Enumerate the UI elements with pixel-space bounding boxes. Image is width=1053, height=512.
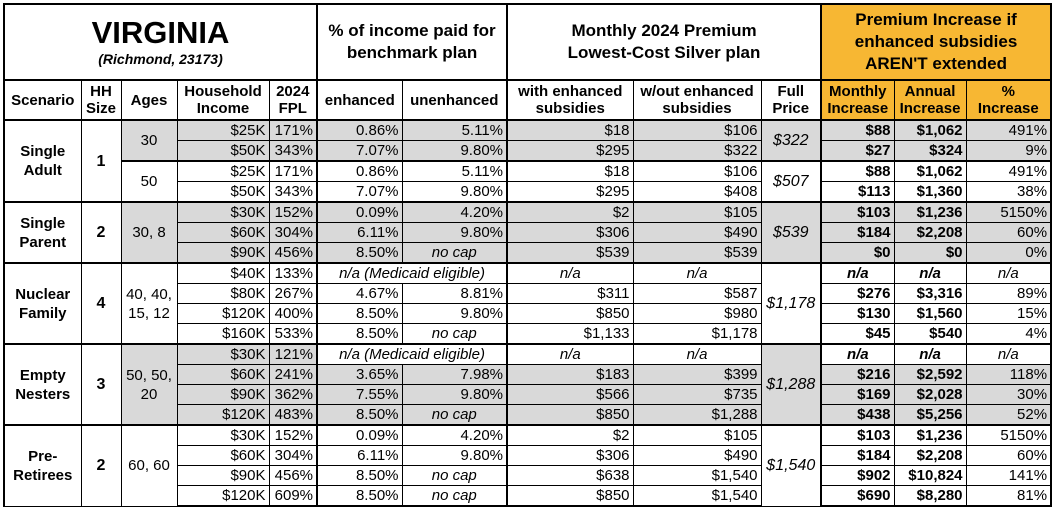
full-price-cell: $1,288 bbox=[761, 344, 821, 425]
hh-size-cell: 3 bbox=[81, 344, 121, 425]
annual-increase-cell: n/a bbox=[894, 263, 966, 284]
table-row bbox=[4, 120, 1051, 141]
fpl-cell: 304% bbox=[269, 223, 317, 243]
subsidy-table bbox=[3, 3, 1052, 507]
column-header-unenhanced: unenhanced bbox=[402, 80, 507, 120]
without-subsidies-cell: $490 bbox=[633, 446, 761, 466]
income-cell: $50K bbox=[177, 182, 269, 203]
pct-increase-cell: 38% bbox=[966, 182, 1051, 203]
full-price-cell: $1,178 bbox=[761, 263, 821, 344]
pct-increase-cell: 30% bbox=[966, 385, 1051, 405]
without-subsidies-cell: $408 bbox=[633, 182, 761, 203]
with-subsidies-cell: $539 bbox=[507, 243, 633, 264]
monthly-increase-cell: $276 bbox=[821, 284, 894, 304]
column-header-scenario: Scenario bbox=[4, 80, 81, 120]
without-subsidies-cell: $399 bbox=[633, 365, 761, 385]
income-cell: $80K bbox=[177, 284, 269, 304]
ages-cell: 50 bbox=[121, 161, 177, 202]
with-subsidies-cell: $850 bbox=[507, 405, 633, 426]
income-cell: $30K bbox=[177, 202, 269, 223]
column-header-annual-increase: Annual Increase bbox=[894, 80, 966, 120]
unenhanced-pct-cell: 4.20% bbox=[402, 425, 507, 446]
ages-cell: 30 bbox=[121, 120, 177, 161]
scenario-cell: Single Parent bbox=[4, 202, 81, 263]
annual-increase-cell: $2,028 bbox=[894, 385, 966, 405]
full-price-cell: $1,540 bbox=[761, 425, 821, 506]
monthly-increase-cell: $27 bbox=[821, 141, 894, 162]
ages-cell: 50, 50, 20 bbox=[121, 344, 177, 425]
enhanced-pct-cell: 7.07% bbox=[317, 182, 402, 203]
with-subsidies-cell: $1,133 bbox=[507, 324, 633, 345]
with-subsidies-cell: $183 bbox=[507, 365, 633, 385]
annual-increase-cell: $1,236 bbox=[894, 202, 966, 223]
column-header--increase: % Increase bbox=[966, 80, 1051, 120]
monthly-increase-cell: $88 bbox=[821, 161, 894, 182]
income-cell: $90K bbox=[177, 385, 269, 405]
fpl-cell: 609% bbox=[269, 486, 317, 507]
enhanced-pct-cell: 8.50% bbox=[317, 304, 402, 324]
table-row bbox=[4, 161, 1051, 182]
fpl-cell: 456% bbox=[269, 466, 317, 486]
income-cell: $30K bbox=[177, 425, 269, 446]
with-subsidies-cell: $306 bbox=[507, 446, 633, 466]
without-subsidies-cell: $490 bbox=[633, 223, 761, 243]
enhanced-pct-cell: 8.50% bbox=[317, 466, 402, 486]
with-subsidies-cell: $306 bbox=[507, 223, 633, 243]
monthly-increase-cell: $184 bbox=[821, 223, 894, 243]
enhanced-pct-cell: 4.67% bbox=[317, 284, 402, 304]
enhanced-pct-cell: 0.86% bbox=[317, 120, 402, 141]
unenhanced-pct-cell: no cap bbox=[402, 486, 507, 507]
enhanced-pct-cell: 8.50% bbox=[317, 486, 402, 507]
monthly-increase-cell: n/a bbox=[821, 344, 894, 365]
with-subsidies-cell: $566 bbox=[507, 385, 633, 405]
full-price-cell: $507 bbox=[761, 161, 821, 202]
hh-size-cell: 1 bbox=[81, 120, 121, 202]
enhanced-pct-cell: 3.65% bbox=[317, 365, 402, 385]
with-subsidies-cell: $295 bbox=[507, 182, 633, 203]
pct-increase-cell: 0% bbox=[966, 243, 1051, 264]
annual-increase-cell: $2,208 bbox=[894, 223, 966, 243]
with-subsidies-cell: $850 bbox=[507, 304, 633, 324]
pct-increase-cell: 81% bbox=[966, 486, 1051, 507]
annual-increase-cell: $540 bbox=[894, 324, 966, 345]
monthly-increase-cell: $184 bbox=[821, 446, 894, 466]
monthly-increase-cell: $45 bbox=[821, 324, 894, 345]
column-header-monthly-increase: Monthly Increase bbox=[821, 80, 894, 120]
column-header-hh-size: HH Size bbox=[81, 80, 121, 120]
income-cell: $60K bbox=[177, 446, 269, 466]
fpl-cell: 133% bbox=[269, 263, 317, 284]
enhanced-pct-cell: 8.50% bbox=[317, 405, 402, 426]
pct-increase-cell: 89% bbox=[966, 284, 1051, 304]
annual-increase-cell: $1,062 bbox=[894, 120, 966, 141]
unenhanced-pct-cell: 9.80% bbox=[402, 385, 507, 405]
ages-cell: 60, 60 bbox=[121, 425, 177, 506]
fpl-cell: 152% bbox=[269, 202, 317, 223]
fpl-cell: 343% bbox=[269, 141, 317, 162]
pct-increase-cell: 5150% bbox=[966, 425, 1051, 446]
with-subsidies-cell: $2 bbox=[507, 202, 633, 223]
income-cell: $120K bbox=[177, 405, 269, 426]
fpl-cell: 267% bbox=[269, 284, 317, 304]
hh-size-cell: 2 bbox=[81, 425, 121, 506]
column-header-with-enhanced-subsidies: with enhanced subsidies bbox=[507, 80, 633, 120]
monthly-increase-cell: $169 bbox=[821, 385, 894, 405]
unenhanced-pct-cell: no cap bbox=[402, 405, 507, 426]
with-subsidies-cell: $2 bbox=[507, 425, 633, 446]
income-cell: $120K bbox=[177, 486, 269, 507]
without-subsidies-cell: $587 bbox=[633, 284, 761, 304]
without-subsidies-cell: $106 bbox=[633, 161, 761, 182]
hh-size-cell: 2 bbox=[81, 202, 121, 263]
full-price-cell: $322 bbox=[761, 120, 821, 161]
column-header-full-price: Full Price bbox=[761, 80, 821, 120]
section-premium-increase: Premium Increase if enhanced subsidies AREN'T extended bbox=[821, 4, 1051, 80]
without-subsidies-cell: $1,288 bbox=[633, 405, 761, 426]
column-header-ages: Ages bbox=[121, 80, 177, 120]
without-subsidies-cell: $106 bbox=[633, 120, 761, 141]
monthly-increase-cell: $103 bbox=[821, 202, 894, 223]
annual-increase-cell: $1,560 bbox=[894, 304, 966, 324]
unenhanced-pct-cell: 4.20% bbox=[402, 202, 507, 223]
enhanced-pct-cell: 6.11% bbox=[317, 446, 402, 466]
income-cell: $25K bbox=[177, 120, 269, 141]
scenario-cell: Empty Nesters bbox=[4, 344, 81, 425]
pct-increase-cell: 52% bbox=[966, 405, 1051, 426]
income-cell: $40K bbox=[177, 263, 269, 284]
with-subsidies-cell: $18 bbox=[507, 161, 633, 182]
column-header-enhanced: enhanced bbox=[317, 80, 402, 120]
enhanced-pct-cell: 8.50% bbox=[317, 243, 402, 264]
fpl-cell: 171% bbox=[269, 120, 317, 141]
monthly-increase-cell: $690 bbox=[821, 486, 894, 507]
hh-size-cell: 4 bbox=[81, 263, 121, 344]
ages-cell: 40, 40, 15, 12 bbox=[121, 263, 177, 344]
pct-increase-cell: 491% bbox=[966, 120, 1051, 141]
unenhanced-pct-cell: 5.11% bbox=[402, 161, 507, 182]
scenario-cell: Pre-Retirees bbox=[4, 425, 81, 506]
pct-increase-cell: 491% bbox=[966, 161, 1051, 182]
ages-cell: 30, 8 bbox=[121, 202, 177, 263]
pct-increase-cell: 15% bbox=[966, 304, 1051, 324]
unenhanced-pct-cell: 9.80% bbox=[402, 223, 507, 243]
fpl-cell: 171% bbox=[269, 161, 317, 182]
table-row bbox=[4, 344, 1051, 365]
annual-increase-cell: $324 bbox=[894, 141, 966, 162]
pct-increase-cell: 5150% bbox=[966, 202, 1051, 223]
enhanced-pct-cell: 7.07% bbox=[317, 141, 402, 162]
without-subsidies-cell: $1,178 bbox=[633, 324, 761, 345]
full-price-cell: $539 bbox=[761, 202, 821, 263]
fpl-cell: 121% bbox=[269, 344, 317, 365]
without-subsidies-cell: $1,540 bbox=[633, 486, 761, 507]
with-subsidies-cell: $18 bbox=[507, 120, 633, 141]
pct-increase-cell: 141% bbox=[966, 466, 1051, 486]
column-header-2024-fpl: 2024 FPL bbox=[269, 80, 317, 120]
monthly-increase-cell: $103 bbox=[821, 425, 894, 446]
unenhanced-pct-cell: 9.80% bbox=[402, 304, 507, 324]
unenhanced-pct-cell: 9.80% bbox=[402, 141, 507, 162]
monthly-increase-cell: $88 bbox=[821, 120, 894, 141]
unenhanced-pct-cell: no cap bbox=[402, 466, 507, 486]
monthly-increase-cell: $113 bbox=[821, 182, 894, 203]
pct-increase-cell: n/a bbox=[966, 263, 1051, 284]
section-pct-income: % of income paid for benchmark plan bbox=[317, 4, 507, 80]
annual-increase-cell: $5,256 bbox=[894, 405, 966, 426]
without-subsidies-cell: $322 bbox=[633, 141, 761, 162]
enhanced-pct-cell: 8.50% bbox=[317, 324, 402, 345]
pct-increase-cell: n/a bbox=[966, 344, 1051, 365]
pct-increase-cell: 118% bbox=[966, 365, 1051, 385]
without-subsidies-cell: $539 bbox=[633, 243, 761, 264]
without-subsidies-cell: n/a bbox=[633, 263, 761, 284]
unenhanced-pct-cell: 9.80% bbox=[402, 182, 507, 203]
pct-increase-cell: 60% bbox=[966, 446, 1051, 466]
fpl-cell: 400% bbox=[269, 304, 317, 324]
income-cell: $60K bbox=[177, 223, 269, 243]
income-cell: $90K bbox=[177, 243, 269, 264]
fpl-cell: 533% bbox=[269, 324, 317, 345]
income-cell: $90K bbox=[177, 466, 269, 486]
without-subsidies-cell: n/a bbox=[633, 344, 761, 365]
monthly-increase-cell: n/a bbox=[821, 263, 894, 284]
location-subtitle: (Richmond, 23173) bbox=[98, 51, 223, 67]
income-cell: $30K bbox=[177, 344, 269, 365]
enhanced-pct-cell: 0.86% bbox=[317, 161, 402, 182]
with-subsidies-cell: n/a bbox=[507, 344, 633, 365]
pct-increase-cell: 4% bbox=[966, 324, 1051, 345]
with-subsidies-cell: $311 bbox=[507, 284, 633, 304]
annual-increase-cell: n/a bbox=[894, 344, 966, 365]
table-row bbox=[4, 263, 1051, 284]
fpl-cell: 456% bbox=[269, 243, 317, 264]
without-subsidies-cell: $735 bbox=[633, 385, 761, 405]
unenhanced-pct-cell: 5.11% bbox=[402, 120, 507, 141]
title-block bbox=[4, 4, 317, 80]
annual-increase-cell: $2,592 bbox=[894, 365, 966, 385]
with-subsidies-cell: $638 bbox=[507, 466, 633, 486]
annual-increase-cell: $0 bbox=[894, 243, 966, 264]
income-cell: $25K bbox=[177, 161, 269, 182]
annual-increase-cell: $10,824 bbox=[894, 466, 966, 486]
unenhanced-pct-cell: no cap bbox=[402, 243, 507, 264]
scenario-cell: Single Adult bbox=[4, 120, 81, 202]
medicaid-note-cell: n/a (Medicaid eligible) bbox=[317, 344, 507, 365]
income-cell: $160K bbox=[177, 324, 269, 345]
medicaid-note-cell: n/a (Medicaid eligible) bbox=[317, 263, 507, 284]
monthly-increase-cell: $216 bbox=[821, 365, 894, 385]
enhanced-pct-cell: 6.11% bbox=[317, 223, 402, 243]
monthly-increase-cell: $902 bbox=[821, 466, 894, 486]
fpl-cell: 343% bbox=[269, 182, 317, 203]
monthly-increase-cell: $130 bbox=[821, 304, 894, 324]
pct-increase-cell: 60% bbox=[966, 223, 1051, 243]
scenario-cell: Nuclear Family bbox=[4, 263, 81, 344]
annual-increase-cell: $2,208 bbox=[894, 446, 966, 466]
table-row bbox=[4, 425, 1051, 446]
monthly-increase-cell: $0 bbox=[821, 243, 894, 264]
column-header-w-out-enhanced-subsidies: w/out enhanced subsidies bbox=[633, 80, 761, 120]
without-subsidies-cell: $980 bbox=[633, 304, 761, 324]
fpl-cell: 241% bbox=[269, 365, 317, 385]
unenhanced-pct-cell: 7.98% bbox=[402, 365, 507, 385]
annual-increase-cell: $1,062 bbox=[894, 161, 966, 182]
annual-increase-cell: $8,280 bbox=[894, 486, 966, 507]
section-monthly-premium: Monthly 2024 Premium Lowest-Cost Silver plan bbox=[507, 4, 821, 80]
column-header-household-income: Household Income bbox=[177, 80, 269, 120]
with-subsidies-cell: $295 bbox=[507, 141, 633, 162]
unenhanced-pct-cell: no cap bbox=[402, 324, 507, 345]
unenhanced-pct-cell: 8.81% bbox=[402, 284, 507, 304]
fpl-cell: 304% bbox=[269, 446, 317, 466]
income-cell: $120K bbox=[177, 304, 269, 324]
annual-increase-cell: $3,316 bbox=[894, 284, 966, 304]
table-row bbox=[4, 202, 1051, 223]
pct-increase-cell: 9% bbox=[966, 141, 1051, 162]
monthly-increase-cell: $438 bbox=[821, 405, 894, 426]
enhanced-pct-cell: 0.09% bbox=[317, 425, 402, 446]
annual-increase-cell: $1,236 bbox=[894, 425, 966, 446]
fpl-cell: 483% bbox=[269, 405, 317, 426]
income-cell: $60K bbox=[177, 365, 269, 385]
with-subsidies-cell: n/a bbox=[507, 263, 633, 284]
fpl-cell: 362% bbox=[269, 385, 317, 405]
income-cell: $50K bbox=[177, 141, 269, 162]
with-subsidies-cell: $850 bbox=[507, 486, 633, 507]
without-subsidies-cell: $105 bbox=[633, 202, 761, 223]
enhanced-pct-cell: 7.55% bbox=[317, 385, 402, 405]
unenhanced-pct-cell: 9.80% bbox=[402, 446, 507, 466]
state-title: VIRGINIA bbox=[91, 15, 230, 50]
without-subsidies-cell: $1,540 bbox=[633, 466, 761, 486]
fpl-cell: 152% bbox=[269, 425, 317, 446]
without-subsidies-cell: $105 bbox=[633, 425, 761, 446]
enhanced-pct-cell: 0.09% bbox=[317, 202, 402, 223]
annual-increase-cell: $1,360 bbox=[894, 182, 966, 203]
